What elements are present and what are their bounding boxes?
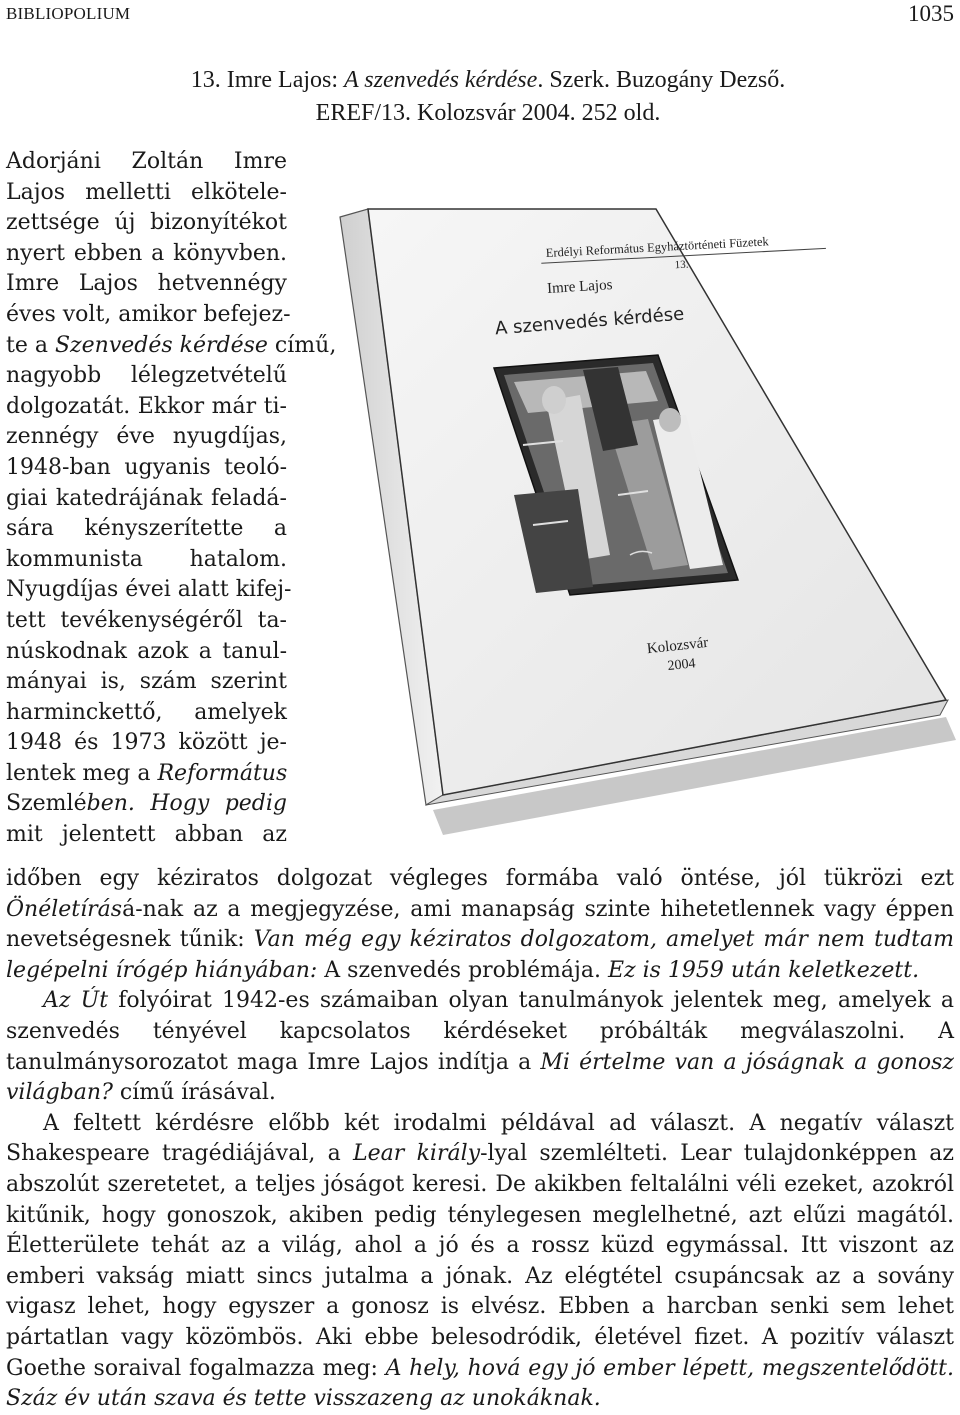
left-column-line: núskodnak azok a tanul- <box>6 638 287 664</box>
cover-year: 2004 <box>666 656 697 675</box>
p1-text-a: időben egy kéziratos dolgozat végleges formába való öntése, jól tükrözi ezt <box>6 866 954 891</box>
p1-text-c: á-nak az a megjegyzése, ami manapság szinte hihetetlennek vagy éppen nevetségesnek tűnik: <box>6 896 954 953</box>
left-column-line: zettsége új bizonyítékot <box>6 210 287 236</box>
paragraph-lear <box>6 1109 954 1415</box>
left-column-line: kommunista hatalom. <box>6 546 287 572</box>
left-column-line: dolgozatát. Ekkor már ti- <box>6 393 287 419</box>
left-column-line: nyert ebben a könyvben. <box>6 240 287 266</box>
cover-author: Imre Lajos <box>546 277 613 297</box>
left-column-line: zennégy éve nyugdíjas, <box>6 424 287 450</box>
entry-series: EREF/13. Kolozsvár 2004. 252 old. <box>315 100 661 126</box>
left-column-line: harminckettő, amelyek <box>6 699 287 725</box>
cover-series: Erdélyi Református Egyháztörténeti Füzetek <box>545 234 770 260</box>
p3-text-c: -lyal szemlélteti. Lear tulajdonképpen az abszolút szeretetet, a teljes jóságot keresi. De akikben feltalálni véli ezeket, azokról kitűnik, hogy gonoszok, akiben pedig ténylegesen meglelhetné, azt elűzi magától. Életterülete tehát az a világ, ahol a jó és a rossz küzd egymással. Itt viszont az emberi vakság miatt sincs jutalma a jónak. Az elégtétel csupáncsak az a sovány vigasz lehet, hogy egyszer a gonosz is elvész. Ebben a harcban senki sem lehet pártatlan vagy közömbös. Aki ebbe belesodródik, életével fizet. A pozitív választ Goethe soraival fogalmazza meg: <box>6 1141 954 1381</box>
left-column-line: lentek meg a Református <box>6 760 288 786</box>
left-column-line: tett tevékenységéről ta- <box>6 607 287 633</box>
left-column-line: te a Szenvedés kérdése című, <box>6 332 337 358</box>
p3-text-a: A feltett kérdésre előbb két irodalmi példával ad választ. A negatív választ Shakespeare tragédiájával, a <box>6 1110 954 1167</box>
page-number: 1035 <box>908 1 954 26</box>
left-column-line: nagyobb lélegzetvételű <box>6 363 287 389</box>
cover-title: A szenvedés kérdése <box>494 303 685 340</box>
left-column-text <box>6 147 337 851</box>
p2-article-title: Mi értelme van a jóságnak a gonosz világban? <box>6 1049 954 1106</box>
cover-volume: 13. <box>674 258 689 272</box>
p1-title-oneletiras: Önéletírás <box>6 896 123 922</box>
running-head: BIBLIOPOLIUM <box>6 4 131 23</box>
left-column-line: Nyugdíjas évei alatt kifej- <box>6 577 292 603</box>
entry-title: A szenvedés kérdése <box>344 67 538 93</box>
p3-lear: Lear király <box>353 1141 481 1167</box>
cover-city: Kolozsvár <box>646 634 710 658</box>
left-column-line: Szemlében. Hogy pedig <box>6 791 287 817</box>
left-column-line: Imre Lajos hetvennégy <box>6 271 287 297</box>
left-column-line: giai katedrájának feladá- <box>6 485 287 511</box>
p2-journal: Az Út <box>43 988 109 1014</box>
paragraph-continued <box>6 864 954 986</box>
left-column-line: mányai is, szám szerint <box>6 669 287 695</box>
p3-goethe-quote: A hely, hová egy jó ember lépett, megszentelődött. Száz év után szava és tette visszazeng az unokáknak. <box>6 1355 954 1412</box>
left-column-line: Lajos melletti elkötele- <box>6 179 287 205</box>
entry-number: 13. Imre Lajos: <box>190 67 345 93</box>
p2-text-b: folyóirat 1942-es számaiban olyan tanulmányok jelentek meg, amelyek a szenvedés tényével kapcsolatos kérdéseket próbálták megválaszolni. A tanulmánysorozatot maga Imre Lajos indítja a <box>6 988 954 1075</box>
left-column-line: sára kényszerítette a <box>6 516 287 542</box>
left-column-line: 1948 és 1973 között je- <box>6 730 287 756</box>
entry-editor: . Szerk. Buzogány Dezső. <box>537 67 786 93</box>
p2-text-d: című írásával. <box>112 1080 276 1106</box>
left-column-line: éves volt, amikor befejez- <box>6 301 291 327</box>
main-text <box>6 864 954 1415</box>
p1-quote: Van még egy kéziratos dolgozatom, amelyet már nem tudtam legépelni írógép hiányában: <box>6 927 954 983</box>
left-column-line: Adorjáni Zoltán Imre <box>6 149 287 174</box>
left-column-line: 1948-ban ugyanis teoló- <box>6 454 287 480</box>
book-cover-image <box>318 195 960 845</box>
left-column-line: mit jelentett abban az <box>6 822 287 848</box>
p1-text-e: A szenvedés problémája. <box>317 957 608 983</box>
paragraph-az-ut <box>6 986 954 1108</box>
bibliographic-entry <box>128 64 848 130</box>
p1-quote-end: Ez is 1959 után keletkezett. <box>607 957 920 983</box>
